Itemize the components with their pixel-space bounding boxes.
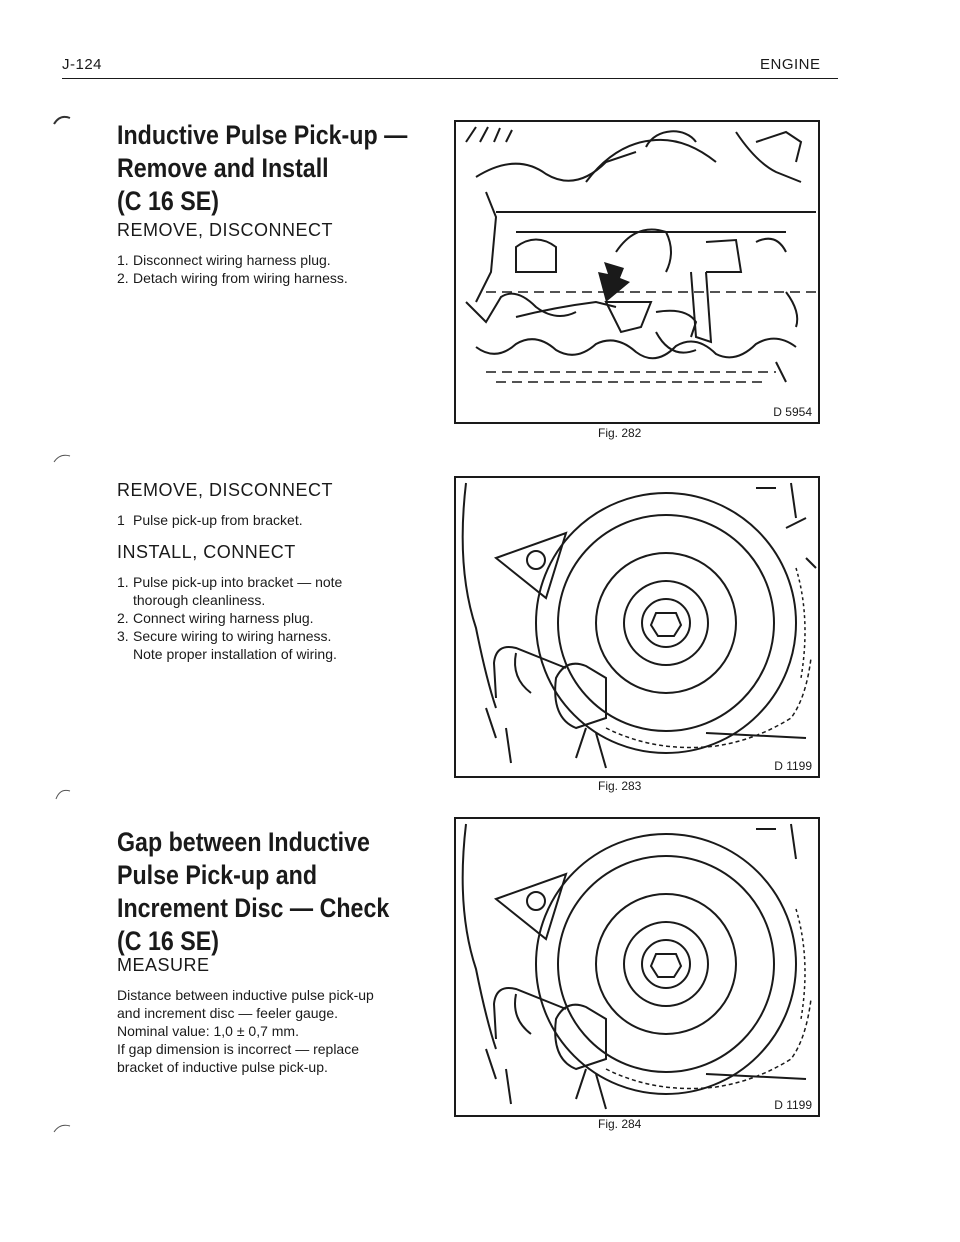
step-text: Pulse pick-up into bracket — note xyxy=(133,574,343,590)
block-heading: INSTALL, CONNECT xyxy=(117,542,296,562)
section2-title-line: (C 16 SE) xyxy=(117,926,219,956)
measure-text-line: If gap dimension is incorrect — replace xyxy=(117,1041,359,1057)
measure-text-line: Distance between inductive pulse pick-up xyxy=(117,987,374,1003)
step-item xyxy=(117,627,342,663)
margin-mark xyxy=(52,1120,72,1136)
measure-text-line: Nominal value: 1,0 ± 0,7 mm. xyxy=(117,1023,299,1039)
page-reference: J-124 xyxy=(62,56,103,73)
section2-title-line: Gap between Inductive xyxy=(117,827,370,857)
figure-code: D 1199 xyxy=(774,1098,812,1112)
increment-disc-drawing-b xyxy=(456,819,818,1115)
install-block xyxy=(117,542,342,663)
measure-text-line: and increment disc — feeler gauge. xyxy=(117,1005,339,1021)
section1-title-line: Inductive Pulse Pick-up — xyxy=(117,120,408,150)
header-rule xyxy=(62,78,838,79)
figure-283-increment-disc xyxy=(454,476,820,778)
step-item xyxy=(117,573,342,609)
step-item xyxy=(117,251,348,269)
step-number: 3. xyxy=(117,628,129,644)
block-heading: REMOVE, DISCONNECT xyxy=(117,480,334,500)
block-heading: REMOVE, DISCONNECT xyxy=(117,220,334,240)
figure-284-increment-disc xyxy=(454,817,820,1117)
section2-title-line: Increment Disc — Check xyxy=(117,893,390,923)
step-text: Disconnect wiring harness plug. xyxy=(133,252,331,268)
figure-caption: Fig. 283 xyxy=(598,779,642,793)
step-text: Detach wiring from wiring harness. xyxy=(133,270,348,286)
section1-title-line: Remove and Install xyxy=(117,153,329,183)
measure-text-line: bracket of inductive pulse pick-up. xyxy=(117,1059,328,1075)
figure-code: D 1199 xyxy=(774,759,812,773)
remove-block-2 xyxy=(117,480,333,529)
section2-title-line: Pulse Pick-up and xyxy=(117,860,318,890)
margin-mark xyxy=(52,450,72,466)
section-name: ENGINE xyxy=(760,56,821,73)
margin-mark xyxy=(52,785,72,801)
step-number: 1 xyxy=(117,512,125,528)
figure-caption: Fig. 284 xyxy=(598,1117,642,1131)
remove-block-1 xyxy=(117,220,348,287)
figure-code: D 5954 xyxy=(773,405,812,419)
step-item xyxy=(117,609,342,627)
step-text: Secure wiring to wiring harness. xyxy=(133,628,332,644)
engine-pickup-drawing xyxy=(456,122,818,422)
figure-caption: Fig. 282 xyxy=(598,426,642,440)
step-item xyxy=(117,269,348,287)
step-text-continued: thorough cleanliness. xyxy=(133,592,266,608)
step-number: 1. xyxy=(117,252,129,268)
section2-title xyxy=(117,826,434,958)
figure-282-engine-illustration xyxy=(454,120,820,424)
step-text: Pulse pick-up from bracket. xyxy=(133,512,303,528)
section1-title xyxy=(117,119,455,218)
measure-block xyxy=(117,955,374,1076)
step-number: 2. xyxy=(117,610,129,626)
step-item xyxy=(117,511,333,529)
block-heading: MEASURE xyxy=(117,955,210,975)
section1-title-line: (C 16 SE) xyxy=(117,186,219,216)
step-text-continued: Note proper installation of wiring. xyxy=(133,646,337,662)
step-number: 1. xyxy=(117,574,129,590)
step-number: 2. xyxy=(117,270,129,286)
margin-mark xyxy=(52,112,72,128)
increment-disc-drawing-a xyxy=(456,478,818,776)
step-text: Connect wiring harness plug. xyxy=(133,610,314,626)
